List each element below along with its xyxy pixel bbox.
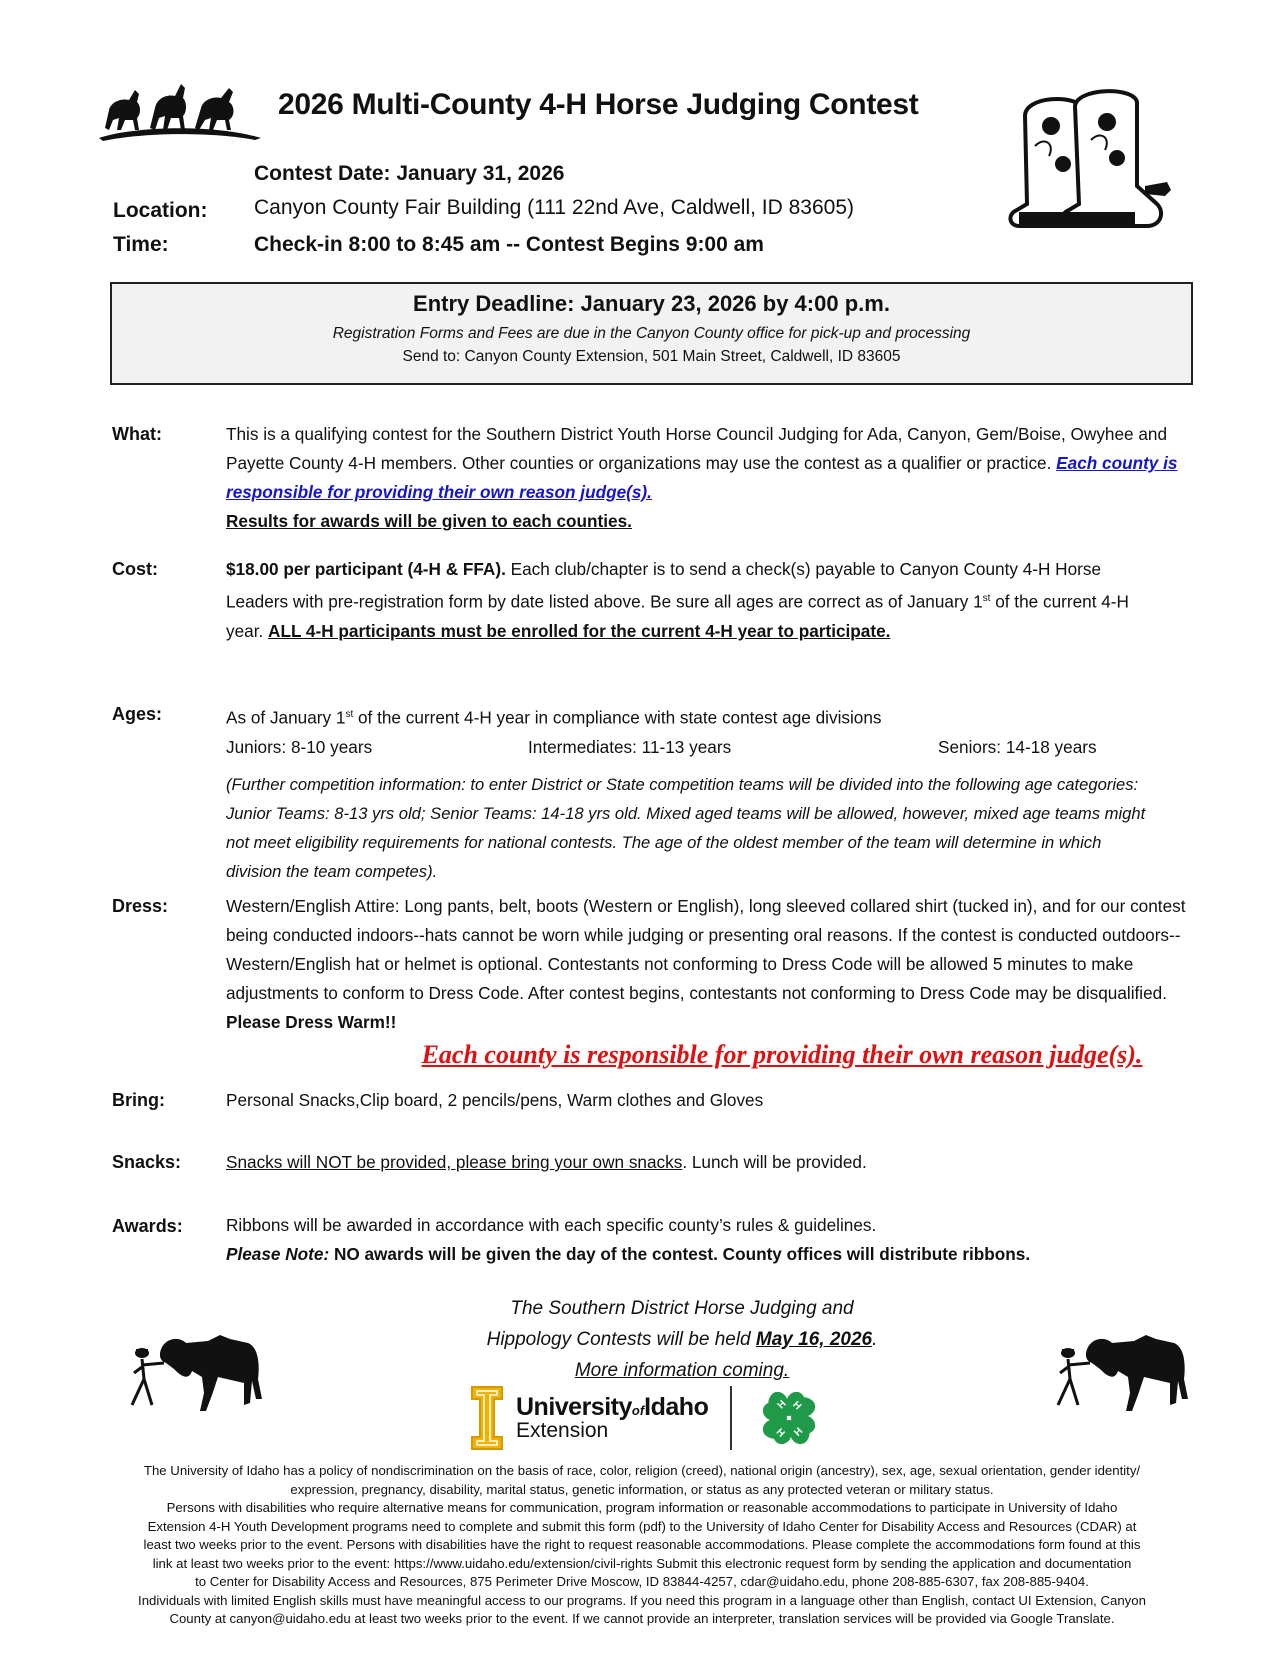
cost-section xyxy=(226,555,1156,646)
cost-text-2: of the current 4-H year. xyxy=(226,591,1129,641)
footer-line: link at least two weeks prior to the event: https://www.uidaho.edu/extension/civil-rights Submit this electronic request form by sending the application and documentation xyxy=(152,1555,1132,1571)
sd-line-1: The Southern District Horse Judging and xyxy=(510,1298,854,1319)
snacks-section xyxy=(226,1148,1216,1177)
time-label: Time: xyxy=(113,233,169,256)
ages-section xyxy=(226,700,1216,886)
dress-label: Dress: xyxy=(112,896,169,916)
results-note: Results for awards will be given to each counties. xyxy=(226,511,632,531)
what-text: This is a qualifying contest for the Southern District Youth Horse Council Judging for Ada, Canyon, Gem/Boise, Owyhee and Payette County 4-H members. Other counties or organizations may use the contest as a qualifier or practice. xyxy=(226,424,1168,473)
awards-text: Ribbons will be awarded in accordance with each specific county’s rules & guidelines. xyxy=(226,1215,877,1235)
sd-line-2: Hippology Contests will be held xyxy=(486,1329,756,1350)
university-of-idaho-i-logo-icon xyxy=(470,1385,504,1451)
lunch-provided: . Lunch will be provided. xyxy=(682,1152,867,1172)
reason-judge-link[interactable]: Each county is responsible for providing their own reason judge(s). xyxy=(226,453,1178,502)
svg-text:H: H xyxy=(776,1398,789,1412)
send-to-address: Send to: Canyon County Extension, 501 Main Street, Caldwell, ID 83605 xyxy=(402,348,901,365)
sd-line-3: More information coming. xyxy=(574,1360,790,1381)
dress-section xyxy=(226,892,1206,1037)
snacks-not-provided: Snacks will NOT be provided, please bring your own snacks xyxy=(226,1152,683,1172)
enrollment-requirement: ALL 4-H participants must be enrolled for the current 4-H year to participate. xyxy=(268,620,891,641)
please-note-label: Please Note: xyxy=(226,1244,330,1264)
running-horses-icon xyxy=(95,80,265,142)
registration-note: Registration Forms and Fees are due in the Canyon County office for pick-up and processing xyxy=(332,325,971,342)
location-value: Canyon County Fair Building (111 22nd Ave, Caldwell, ID 83605) xyxy=(254,196,855,219)
footer-line: expression, pregnancy, disability, marital status, genetic information, or status as any protected veteran or military status. xyxy=(290,1481,994,1497)
ages-label: Ages: xyxy=(112,704,163,724)
logo-row xyxy=(470,1384,822,1452)
logo-divider xyxy=(730,1386,732,1450)
contest-date: Contest Date: January 31, 2026 xyxy=(254,162,565,185)
wordmark-university: University xyxy=(516,1393,632,1421)
wordmark-idaho: Idaho xyxy=(644,1393,709,1421)
svg-text:H: H xyxy=(773,1426,787,1440)
sd-date: May 16, 2026 xyxy=(755,1329,873,1350)
footer-line: Persons with disabilities who require alternative means for communication, program information or reasonable accommodations to participate in University of Idaho xyxy=(166,1500,1118,1515)
wordmark-extension: Extension xyxy=(516,1419,609,1442)
snacks-label: Snacks: xyxy=(112,1152,182,1172)
footer-line: least two weeks prior to the event. Persons with disabilities have the right to request reasonable accommodations. Please complete the accommodations form found at this xyxy=(143,1537,1141,1552)
footer-line: The University of Idaho has a policy of nondiscrimination on the basis of race, color, religion (creed), national origin (ancestry), sex, age, sexual orientation, gender identity/ xyxy=(143,1463,1141,1478)
bring-text: Personal Snacks,Clip board, 2 pencils/pens, Warm clothes and Gloves xyxy=(226,1090,764,1110)
cost-text: Each club/chapter is to send a check(s) payable to Canyon County 4-H Horse Leaders with pre-registration form by date listed above. Be sure all ages are correct as of January 1 xyxy=(226,559,1102,612)
entry-deadline-box xyxy=(110,282,1193,385)
age-divisions xyxy=(226,733,1216,762)
dress-warm-note: Please Dress Warm!! xyxy=(226,1012,397,1032)
division-juniors: Juniors: 8-10 years xyxy=(226,736,373,757)
what-label: What: xyxy=(112,424,162,444)
footer-line: Individuals with limited English skills must have meaningful access to our programs. If you need this program in a language other than English, contact UI Extension, Canyon xyxy=(138,1592,1146,1608)
cowboy-boots-icon xyxy=(1005,86,1175,236)
reason-judge-banner: Each county is responsible for providing their own reason judge(s). xyxy=(421,1040,1143,1069)
division-seniors: Seniors: 14-18 years xyxy=(938,736,1097,757)
location-label: Location: xyxy=(113,199,208,222)
awards-section xyxy=(226,1211,1106,1269)
division-intermediates: Intermediates: 11-13 years xyxy=(528,736,732,757)
ages-intro-2: of the current 4-H year in compliance with state contest age divisions xyxy=(353,707,882,728)
page-title: 2026 Multi-County 4-H Horse Judging Contest xyxy=(278,88,919,121)
child-leading-horse-icon-left xyxy=(108,1333,268,1413)
footer-line: Extension 4-H Youth Development programs need to complete and submit this form (pdf) to the University of Idaho Center for Disability Access and Resources (CDAR) at xyxy=(147,1518,1137,1534)
child-leading-horse-icon-right xyxy=(1034,1333,1194,1413)
superscript: st xyxy=(345,709,354,720)
wordmark-of: of xyxy=(631,1403,645,1418)
svg-text:H: H xyxy=(790,1399,804,1413)
awards-note: NO awards will be given the day of the contest. County offices will distribute ribbons. xyxy=(329,1244,1031,1264)
age-team-note: (Further competition information: to enter District or State competition teams will be divided into the following age categories: Junior Teams: 8-13 yrs old; Senior Teams: 14-18 yrs old. Mixed aged teams will be allowed, however, mixed age teams might not meet eligibility requirements for national contests. The age of the oldest member of the team will determine in which division the team competes). xyxy=(226,774,1146,881)
sd-period: . xyxy=(872,1329,878,1350)
4h-clover-icon xyxy=(756,1385,822,1451)
bring-label: Bring: xyxy=(112,1090,165,1110)
superscript: st xyxy=(982,593,991,604)
nondiscrimination-footer xyxy=(20,1462,1264,1629)
svg-text:H: H xyxy=(792,1425,806,1439)
what-section xyxy=(226,420,1186,536)
time-value: Check-in 8:00 to 8:45 am -- Contest Begins 9:00 am xyxy=(254,233,764,256)
ages-intro: As of January 1 xyxy=(226,707,346,728)
fee-amount: $18.00 per participant (4-H & FFA). xyxy=(226,559,506,579)
cost-label: Cost: xyxy=(112,559,158,579)
footer-line: to Center for Disability Access and Resources, 875 Perimeter Drive Moscow, ID 83844-4257, cdar@uidaho.edu, phone 208-885-6307, fax 208-885-9404. xyxy=(195,1574,1089,1589)
footer-line: County at canyon@uidaho.edu at least two weeks prior to the event. If we cannot provide an interpreter, translation services will be provided via Google Translate. xyxy=(169,1611,1115,1626)
entry-deadline-title: Entry Deadline: January 23, 2026 by 4:00 p.m. xyxy=(413,291,890,316)
university-of-idaho-wordmark xyxy=(516,1395,708,1441)
dress-text: Western/English Attire: Long pants, belt, boots (Western or English), long sleeved collared shirt (tucked in), and for our contest being conducted indoors--hats cannot be worn while judging or presenting oral reasons. If the contest is conducted outdoors--Western/English hat or helmet is optional. Contestants not conforming to Dress Code will be allowed 5 minutes to make adjustments to conform to Dress Code. After contest begins, contestants not conforming to Dress Code may be disqualified. xyxy=(226,896,1186,1003)
awards-label: Awards: xyxy=(112,1216,183,1236)
